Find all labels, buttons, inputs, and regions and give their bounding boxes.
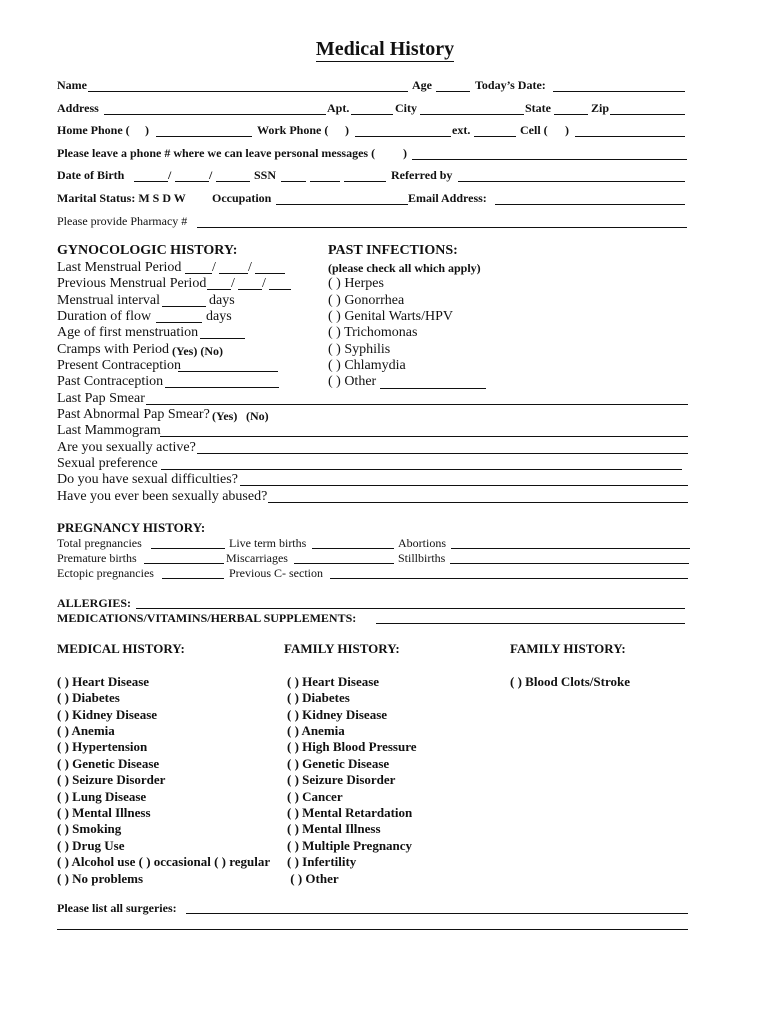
- family-history-item[interactable]: ( ) Infertility: [287, 854, 357, 869]
- total-pregnancies-field[interactable]: [151, 548, 225, 549]
- work-phone-label: Work Phone (: [257, 123, 329, 137]
- abnormal-pap-yes[interactable]: (Yes): [212, 409, 238, 423]
- past-contraception-field[interactable]: [165, 387, 279, 388]
- cramps-yes-no[interactable]: (Yes) (No): [172, 344, 223, 358]
- family-history-item[interactable]: ( ) High Blood Pressure: [287, 739, 417, 754]
- medications-label: MEDICATIONS/VITAMINS/HERBAL SUPPLEMENTS:: [57, 611, 357, 625]
- pmp-slash-2: /: [262, 276, 266, 291]
- occupation-field[interactable]: [276, 204, 408, 205]
- family-history-item[interactable]: ( ) Multiple Pregnancy: [287, 838, 413, 853]
- age-first-field[interactable]: [200, 338, 245, 339]
- medical-history-item[interactable]: ( ) Alcohol use ( ) occasional ( ) regular: [57, 854, 271, 869]
- last-mammogram-label: Last Mammogram: [57, 423, 161, 438]
- premature-births-field[interactable]: [144, 563, 224, 564]
- duration-unit: days: [206, 309, 232, 324]
- email-label: Email Address:: [408, 191, 487, 205]
- pmp-label: Previous Menstrual Period: [57, 276, 207, 291]
- marital-status-label: Marital Status: M S D W: [57, 191, 186, 205]
- past-contraception-label: Past Contraception: [57, 374, 164, 389]
- live-births-field[interactable]: [312, 548, 394, 549]
- family-history-item[interactable]: ( ) Seizure Disorder: [287, 772, 396, 787]
- ectopic-field[interactable]: [162, 578, 224, 579]
- pmp-month-field[interactable]: [207, 289, 231, 290]
- premature-births-label: Premature births: [57, 551, 137, 565]
- address-field[interactable]: [104, 114, 326, 115]
- medical-history-item[interactable]: ( ) Anemia: [57, 723, 115, 738]
- address-label: Address: [57, 101, 99, 115]
- ext-field[interactable]: [474, 136, 516, 137]
- infection-item[interactable]: ( ) Trichomonas: [328, 325, 418, 340]
- cell-field[interactable]: [575, 136, 685, 137]
- miscarriages-field[interactable]: [294, 563, 394, 564]
- last-pap-field[interactable]: [146, 404, 688, 405]
- ectopic-label: Ectopic pregnancies: [57, 566, 154, 580]
- present-contraception-field[interactable]: [178, 371, 278, 372]
- last-pap-label: Last Pap Smear: [57, 391, 145, 406]
- total-pregnancies-label: Total pregnancies: [57, 536, 142, 550]
- medical-history-item[interactable]: ( ) No problems: [57, 871, 144, 886]
- sexually-abused-field[interactable]: [268, 502, 688, 503]
- infection-other-field[interactable]: [380, 388, 486, 389]
- lmp-day-field[interactable]: [219, 273, 248, 274]
- gyn-heading: GYNOCOLOGIC HISTORY:: [57, 243, 238, 258]
- ssn-field-1[interactable]: [281, 181, 306, 182]
- ssn-field-3[interactable]: [344, 181, 386, 182]
- family-history-heading: FAMILY HISTORY:: [284, 641, 400, 656]
- infection-item[interactable]: ( ) Syphilis: [328, 342, 391, 357]
- work-phone-field[interactable]: [355, 136, 451, 137]
- medical-history-item[interactable]: ( ) Kidney Disease: [57, 707, 158, 722]
- family-history-item[interactable]: ( ) Mental Retardation: [287, 805, 413, 820]
- duration-label: Duration of flow: [57, 309, 152, 324]
- pharmacy-field[interactable]: [197, 227, 687, 228]
- dob-month-field[interactable]: [134, 181, 168, 182]
- abnormal-pap-no[interactable]: (No): [246, 409, 269, 423]
- name-label: Name: [57, 78, 87, 92]
- dob-day-field[interactable]: [175, 181, 209, 182]
- infections-heading: PAST INFECTIONS:: [328, 243, 458, 258]
- pmp-year-field[interactable]: [269, 289, 291, 290]
- state-field[interactable]: [554, 114, 588, 115]
- messages-phone-field[interactable]: [412, 159, 687, 160]
- miscarriages-label: Miscarriages: [226, 551, 288, 565]
- ssn-label: SSN: [254, 168, 277, 182]
- pmp-day-field[interactable]: [238, 289, 262, 290]
- pmp-slash-1: /: [231, 276, 235, 291]
- sexual-difficulties-field[interactable]: [240, 485, 688, 486]
- medical-history-item[interactable]: ( ) Hypertension: [57, 739, 148, 754]
- sexual-preference-label: Sexual preference: [57, 456, 158, 471]
- lmp-month-field[interactable]: [185, 273, 212, 274]
- zip-field[interactable]: [610, 114, 685, 115]
- cramps-label: Cramps with Period: [57, 342, 169, 357]
- messages-phone-label: Please leave a phone # where we can leave personal messages (: [57, 146, 376, 160]
- zip-label: Zip: [591, 101, 610, 115]
- dob-year-field[interactable]: [216, 181, 250, 182]
- home-phone-label: Home Phone (: [57, 123, 130, 137]
- abortions-label: Abortions: [398, 536, 446, 550]
- city-label: City: [395, 101, 417, 115]
- sexual-preference-field[interactable]: [161, 469, 682, 470]
- lmp-slash-2: /: [248, 260, 252, 275]
- dob-slash-2: /: [209, 168, 213, 182]
- family-history-item[interactable]: ( ) Anemia: [287, 723, 345, 738]
- occupation-label: Occupation: [212, 191, 272, 205]
- family-history-item[interactable]: ( ) Genetic Disease: [287, 756, 390, 771]
- family-history-heading-2: FAMILY HISTORY:: [510, 641, 626, 656]
- family-history-item[interactable]: ( ) Kidney Disease: [287, 707, 388, 722]
- work-phone-close: ): [345, 123, 349, 137]
- dob-slash-1: /: [168, 168, 172, 182]
- apt-label: Apt.: [327, 101, 350, 115]
- sexually-active-field[interactable]: [197, 453, 688, 454]
- todays-date-field[interactable]: [553, 91, 685, 92]
- infection-item[interactable]: ( ) Herpes: [328, 276, 384, 291]
- medical-history-item[interactable]: ( ) Lung Disease: [57, 789, 147, 804]
- state-label: State: [525, 101, 551, 115]
- cell-label: Cell (: [520, 123, 548, 137]
- ssn-field-2[interactable]: [310, 181, 340, 182]
- referred-by-field[interactable]: [458, 181, 685, 182]
- apt-field[interactable]: [351, 114, 393, 115]
- abortions-field[interactable]: [451, 548, 690, 549]
- interval-field[interactable]: [162, 306, 206, 307]
- home-phone-field[interactable]: [156, 136, 252, 137]
- family-history-item[interactable]: ( ) Cancer: [287, 789, 343, 804]
- interval-unit: days: [209, 293, 235, 308]
- last-mammogram-field[interactable]: [160, 436, 688, 437]
- infections-note: (please check all which apply): [328, 261, 481, 275]
- medical-history-item[interactable]: ( ) Seizure Disorder: [57, 772, 166, 787]
- infection-item[interactable]: ( ) Gonorrhea: [328, 293, 405, 308]
- present-contraception-label: Present Contraception: [57, 358, 182, 373]
- interval-label: Menstrual interval: [57, 293, 161, 308]
- city-field[interactable]: [420, 114, 524, 115]
- infection-item[interactable]: ( ) Genital Warts/HPV: [328, 309, 453, 324]
- medical-history-item[interactable]: ( ) Genetic Disease: [57, 756, 160, 771]
- lmp-label: Last Menstrual Period: [57, 260, 182, 275]
- family-history-item[interactable]: ( ) Mental Illness: [287, 821, 381, 836]
- surgeries-field[interactable]: [186, 913, 688, 914]
- family-history-item[interactable]: ( ) Heart Disease: [287, 674, 380, 689]
- stillbirths-label: Stillbirths: [398, 551, 446, 565]
- pregnancy-heading: PREGNANCY HISTORY:: [57, 520, 206, 535]
- live-births-label: Live term births: [229, 536, 307, 550]
- page-title: Medical History: [315, 38, 455, 60]
- medical-history-item[interactable]: ( ) Smoking: [57, 821, 122, 836]
- pharmacy-label: Please provide Pharmacy #: [57, 214, 188, 228]
- medical-history-heading: MEDICAL HISTORY:: [57, 641, 185, 656]
- surgeries-field-2[interactable]: [57, 929, 688, 930]
- lmp-year-field[interactable]: [255, 273, 285, 274]
- family-history-item[interactable]: ( ) Diabetes: [287, 690, 350, 705]
- age-label: Age: [412, 78, 432, 92]
- home-phone-close: ): [145, 123, 149, 137]
- previous-c-section-field[interactable]: [330, 578, 688, 579]
- family-history-item[interactable]: ( ) Other: [287, 871, 339, 886]
- age-first-label: Age of first menstruation: [57, 325, 199, 340]
- stillbirths-field[interactable]: [450, 563, 689, 564]
- lmp-slash-1: /: [212, 260, 216, 275]
- messages-phone-close: ): [403, 146, 407, 160]
- previous-c-section-label: Previous C- section: [229, 566, 323, 580]
- family-history-item-2[interactable]: ( ) Blood Clots/Stroke: [510, 674, 631, 689]
- allergies-field[interactable]: [136, 608, 685, 609]
- ext-label: ext.: [452, 123, 471, 137]
- surgeries-label: Please list all surgeries:: [57, 901, 177, 915]
- referred-by-label: Referred by: [391, 168, 453, 182]
- dob-label: Date of Birth: [57, 168, 125, 182]
- infection-item[interactable]: ( ) Other: [328, 374, 377, 389]
- duration-field[interactable]: [156, 322, 202, 323]
- medications-field[interactable]: [376, 623, 685, 624]
- medical-history-item[interactable]: ( ) Heart Disease: [57, 674, 150, 689]
- todays-date-label: Today’s Date:: [475, 78, 546, 92]
- age-field[interactable]: [436, 91, 470, 92]
- infection-item[interactable]: ( ) Chlamydia: [328, 358, 406, 373]
- medical-history-item[interactable]: ( ) Drug Use: [57, 838, 125, 853]
- sexual-difficulties-label: Do you have sexual difficulties?: [57, 472, 238, 487]
- cell-close: ): [565, 123, 569, 137]
- medical-history-item[interactable]: ( ) Mental Illness: [57, 805, 151, 820]
- sexually-abused-label: Have you ever been sexually abused?: [57, 489, 268, 504]
- name-field[interactable]: [88, 91, 408, 92]
- allergies-label: ALLERGIES:: [57, 596, 132, 610]
- sexually-active-label: Are you sexually active?: [57, 440, 196, 455]
- email-field[interactable]: [495, 204, 685, 205]
- past-abnormal-pap-label: Past Abnormal Pap Smear?: [57, 407, 210, 422]
- medical-history-item[interactable]: ( ) Diabetes: [57, 690, 120, 705]
